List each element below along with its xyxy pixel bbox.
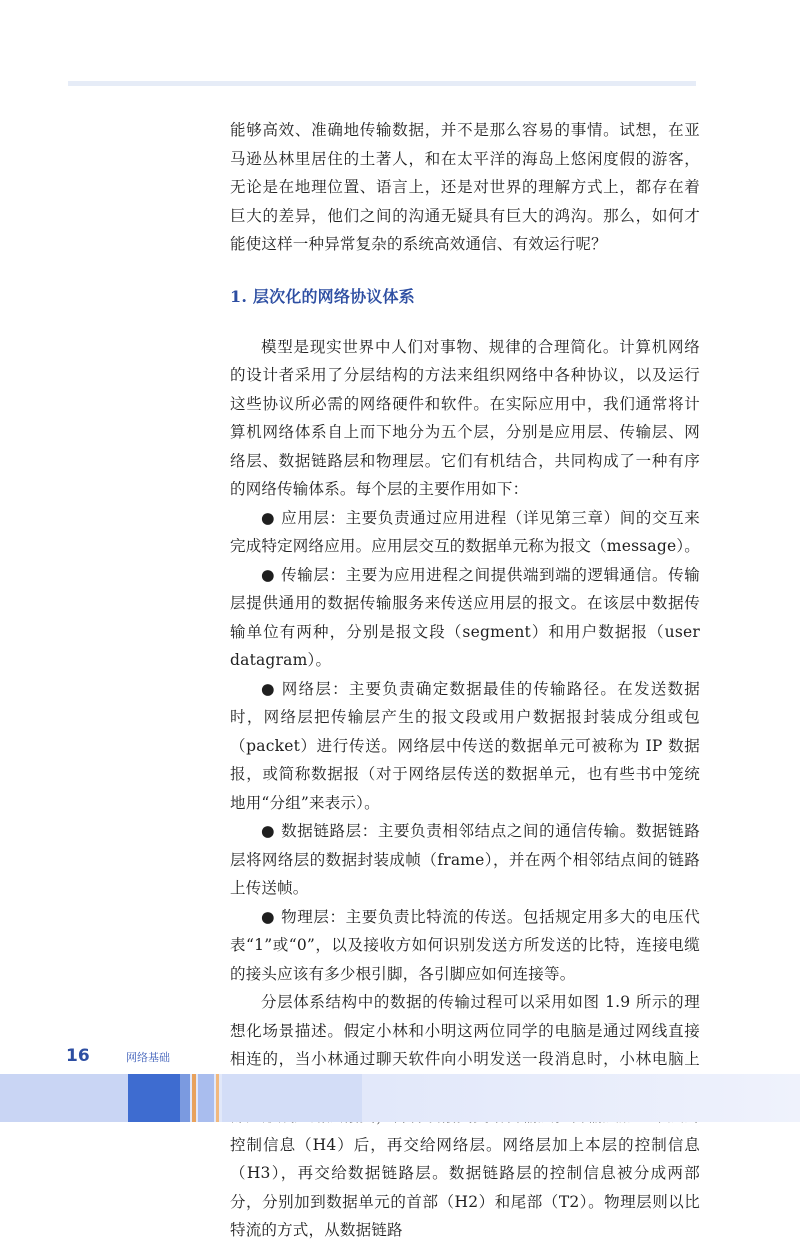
bullet-marker: ● [261,565,276,584]
bullet-marker: ● [261,508,276,527]
model-paragraph: 模型是现实世界中人们对事物、规律的合理简化。计算机网络的设计者采用了分层结构的方法来组织网络中各种协议，以及运行这些协议所必需的网络硬件和软件。在实际应用中，我们通常将计算机网络体系自上而下地分为五个层，分别是应用层、传输层、网络层、数据链路层和物理层。它们有机结合，共同构成了一种有序的网络传输体系。每个层的主要作用如下： [230,337,700,498]
bullet-data-link-layer [230,817,700,903]
bullet-network-layer [230,675,700,818]
footer-decorative-band [0,1074,800,1122]
band-block-orange-2 [216,1074,219,1122]
intro-paragraph: 能够高效、准确地传输数据，并不是那么容易的事情。试想，在亚马逊丛林里居住的土著人，和在太平洋的海岛上悠闲度假的游客，无论是在地理位置、语言上，还是对世界的理解方式上，都存在着巨大的差异，他们之间的沟通无疑具有巨大的鸿沟。那么，如何才能使这样一种异常复杂的系统高效通信、有效运行呢？ [230,121,700,253]
bullet-marker: ● [261,679,276,698]
bullet-text: 数据链路层：主要负责相邻结点之间的通信传输。数据链路层将网络层的数据封装成帧（frame），并在两个相邻结点间的链路上传送帧。 [230,822,700,897]
band-block-orange [192,1074,196,1122]
section-title: 1. 层次化的网络协议体系 [230,286,415,306]
bullet-physical-layer [230,903,700,989]
band-block-wide [222,1074,362,1122]
closing-paragraph: 分层体系结构中的数据的传输过程可以采用如图 1.9 所示的理想化场景描述。假定小林和小明这两位同学的电脑是通过网线直接相连的，当小林通过聊天软件向小明发送一段消息时，小林电脑上 控制信息（H4）后，再交给网络层。网络层加上本层的控制信息（H3），再交给数据链路层。数据链路层的控制信息被分成两部分，分别加到数据单元的首部（H2）和尾部（T2）。物理层则以比特流的方式，从数据链路 [230,993,700,1239]
bullet-text: 应用层：主要负责通过应用进程（详见第三章）间的交互来完成特定网络应用。应用层交互的数据单元称为报文（message）。 [230,508,700,555]
bullet-marker: ● [261,822,276,840]
bullet-text: 网络层：主要负责确定数据最佳的传输路径。在发送数据时，网络层把传输层产生的报文段或用户数据报封装成分组或包（packet）进行传送。网络层中传送的数据单元可被称为 IP 数据报，或简称数据报（对于网络层传送的数据单元，也有些书中笼统地用“分组”来表示）。 [230,679,700,812]
bullet-transport-layer [230,561,700,675]
band-block-mid [180,1074,190,1122]
page-number: 16 [66,1046,90,1066]
bullet-marker: ● [261,907,276,926]
bullet-text: 传输层：主要为应用进程之间提供端到端的逻辑通信。传输层提供通用的数据传输服务来传送应用层的报文。在该层中数据传输单位有两种，分别是报文段（segment）和用户数据报（user datagram）。 [230,565,700,669]
band-block-pale [198,1074,214,1122]
running-footer-title: 网络基础 [126,1051,170,1064]
bullet-application-layer [230,504,700,561]
bullet-text: 物理层：主要负责比特流的传送。包括规定用多大的电压代表“1”或“0”，以及接收方如何识别发送方所发送的比特，连接电缆的接头应该有多少根引脚，各引脚应如何连接等。 [230,907,700,983]
band-block-blue [128,1074,180,1122]
header-rule [68,81,696,86]
band-block-light [0,1074,128,1122]
